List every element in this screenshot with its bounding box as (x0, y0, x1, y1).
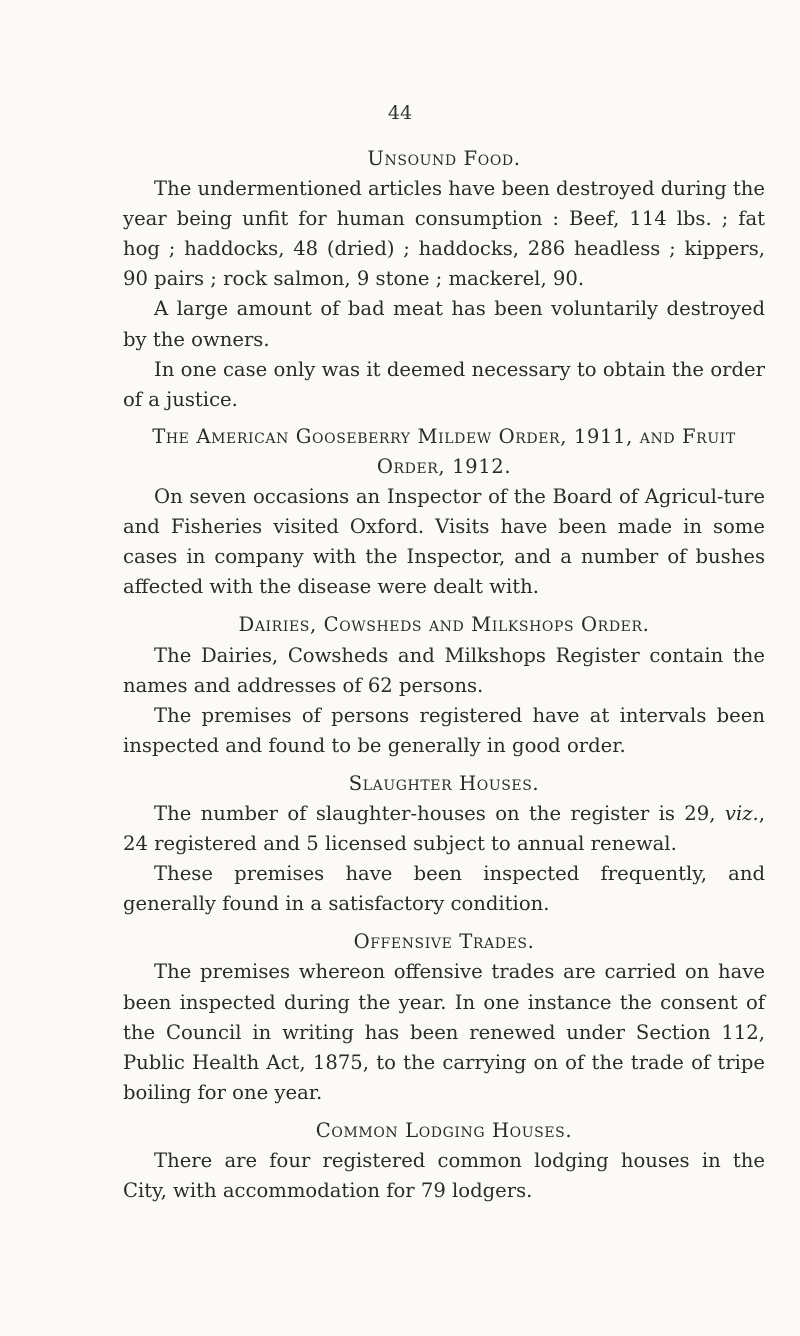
paragraph-unsound-food-justice: In one case only was it deemed necessary to obtain the order of a justice. (123, 357, 765, 411)
paragraph-unsound-food-articles: The undermentioned articles have been destroyed during the year being unfit for human consumption : Beef, 114 lbs. ; fat hog ; haddocks, 48 (dried) ; haddocks, 286 headless ; kippers, 90 pairs ; rock salmon, 9 stone ; mackerel, 90. (123, 177, 765, 291)
heading-gooseberry-order: The American Gooseberry Mildew Order, 1911, and Fruit Order, 1912. (152, 424, 736, 478)
paragraph-offensive-trades: The premises whereon offensive trades are carried on have been inspected during the year. In one instance the consent of the Council in writing has been renewed under Section 112, Public Health Act, 1875, to the carrying on of the trade of tripe boiling for one year. (123, 960, 765, 1104)
slaughter-viz: viz. (724, 801, 759, 825)
heading-dairies-order: Dairies, Cowsheds and Milkshops Order. (238, 613, 650, 637)
paragraph-unsound-food-voluntary: A large amount of bad meat has been voluntarily destroyed by the owners. (123, 297, 765, 351)
slaughter-text-end: , 24 registered and 5 licensed subject to annual renewal. (123, 801, 765, 856)
paragraph-dairies-register: The Dairies, Cowsheds and Milkshops Register contain the names and addresses of 62 persons. (123, 643, 765, 697)
paragraph-dairies-premises: The premises of persons registered have at intervals been inspected and found to be generally in good order. (123, 703, 765, 757)
heading-common-lodging-houses: Common Lodging Houses. (315, 1118, 573, 1142)
paragraph-common-lodging-houses: There are four registered common lodging houses in the City, with accommodation for 79 lodgers. (123, 1149, 765, 1203)
paragraph-gooseberry-inspections: On seven occasions an Inspector of the Board of Agricul-ture and Fisheries visited Oxford. Visits have been made in some cases in company with the Inspector, and a number of bushes affected with the disease were dealt with. (123, 485, 765, 599)
heading-slaughter-houses: Slaughter Houses. (348, 771, 540, 795)
heading-unsound-food: Unsound Food. (367, 147, 521, 170)
page-number: 44 (387, 102, 413, 124)
paragraph-slaughter-register (123, 799, 765, 859)
paragraph-slaughter-inspection: These premises have been inspected frequently, and generally found in a satisfactory condition. (123, 862, 765, 916)
heading-offensive-trades: Offensive Trades. (353, 930, 535, 954)
page-body (123, 144, 765, 1206)
slaughter-text-start: The number of slaughter-houses on the register is 29, (154, 801, 716, 825)
